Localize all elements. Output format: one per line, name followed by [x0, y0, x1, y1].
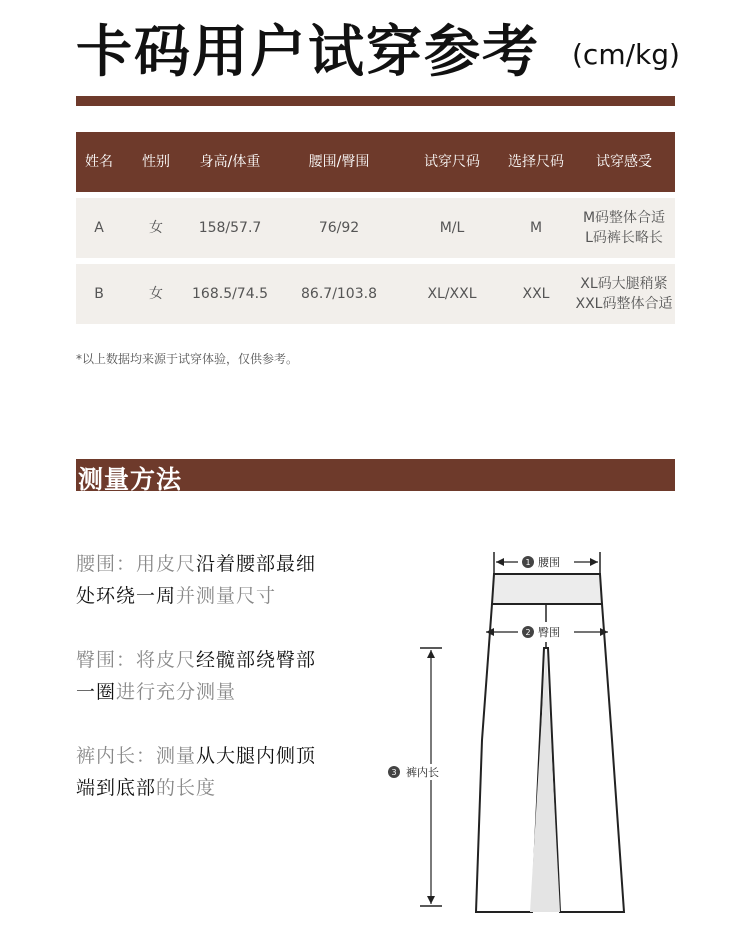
method-text-muted: 测量 — [156, 745, 197, 767]
disclaimer-note: *以上数据均来源于试穿体验，仅供参考。 — [76, 352, 299, 366]
unit-label: (cm/kg) — [572, 38, 680, 71]
hip-number: 2 — [525, 628, 531, 637]
table-header — [76, 132, 675, 192]
cell-name: A — [94, 220, 104, 236]
cell-tried-size: XL/XXL — [427, 286, 477, 302]
cell-gender: 女 — [149, 286, 163, 302]
cell-waist-hip: 76/92 — [318, 220, 360, 236]
method-text-dark: 沿着腰部最细 — [196, 553, 317, 575]
waist-number: 1 — [525, 558, 531, 567]
method-text-muted: 将皮尺 — [136, 649, 197, 671]
method-text-dark: 处环绕一周 — [76, 585, 177, 607]
method-waist — [76, 548, 346, 612]
inseam-number: 3 — [391, 768, 397, 777]
method-label: 臀围： — [76, 649, 137, 671]
method-label: 腰围： — [76, 553, 137, 575]
cell-height-weight: 158/57.7 — [198, 220, 262, 236]
method-hip — [76, 644, 346, 708]
method-text-dark: 端到底部 — [76, 777, 157, 799]
cell-tried-size: M/L — [439, 220, 465, 236]
method-text-dark: 经髋部绕臀部 — [196, 649, 317, 671]
method-text-muted: 并测量尺寸 — [176, 585, 277, 607]
waist-label: 腰围 — [538, 556, 560, 569]
header-feel: 试穿感受 — [596, 154, 652, 170]
cell-chosen-size: XXL — [522, 286, 550, 302]
page-title: 卡码用户试穿参考 — [76, 20, 540, 85]
feel-line-2: XXL码整体合适 — [575, 296, 673, 312]
method-text-dark: 一圈 — [76, 681, 117, 703]
section-header — [76, 459, 675, 494]
method-text-muted: 的长度 — [156, 777, 217, 799]
header-height-weight: 身高/体重 — [199, 154, 261, 170]
cell-feel — [572, 198, 676, 258]
feel-line-2: L码裤长略长 — [585, 230, 663, 246]
header-chosen-size: 选择尺码 — [508, 154, 564, 170]
feel-line-1: M码整体合适 — [582, 210, 666, 226]
cell-name: B — [94, 286, 104, 302]
size-reference-table — [76, 132, 675, 324]
header-name: 姓名 — [85, 154, 113, 170]
cell-gender: 女 — [149, 220, 163, 236]
header-gender: 性别 — [142, 154, 170, 170]
section-title: 测量方法 — [78, 465, 183, 494]
header-tried-size: 试穿尺码 — [424, 154, 480, 170]
waist-measure-arrow — [494, 552, 600, 574]
cell-height-weight: 168.5/74.5 — [192, 286, 268, 302]
method-text-muted: 进行充分测量 — [116, 681, 237, 703]
cell-feel — [572, 264, 676, 324]
inseam-label: 裤内长 — [406, 766, 439, 779]
inseam-measure-arrow — [388, 648, 446, 906]
table-row — [76, 264, 675, 324]
header-divider — [76, 96, 675, 106]
hip-label: 臀围 — [538, 626, 560, 639]
method-text-dark: 从大腿内侧顶 — [196, 745, 317, 767]
table-row — [76, 198, 675, 258]
method-text-muted: 用皮尺 — [136, 553, 197, 575]
header-waist-hip: 腰围/臀围 — [308, 154, 370, 170]
cell-waist-hip: 86.7/103.8 — [301, 286, 377, 302]
cell-chosen-size: M — [529, 220, 543, 236]
pants-diagram — [380, 540, 640, 930]
method-inseam — [76, 740, 346, 804]
method-label: 裤内长： — [76, 745, 157, 767]
feel-line-1: XL码大腿稍紧 — [580, 276, 668, 292]
